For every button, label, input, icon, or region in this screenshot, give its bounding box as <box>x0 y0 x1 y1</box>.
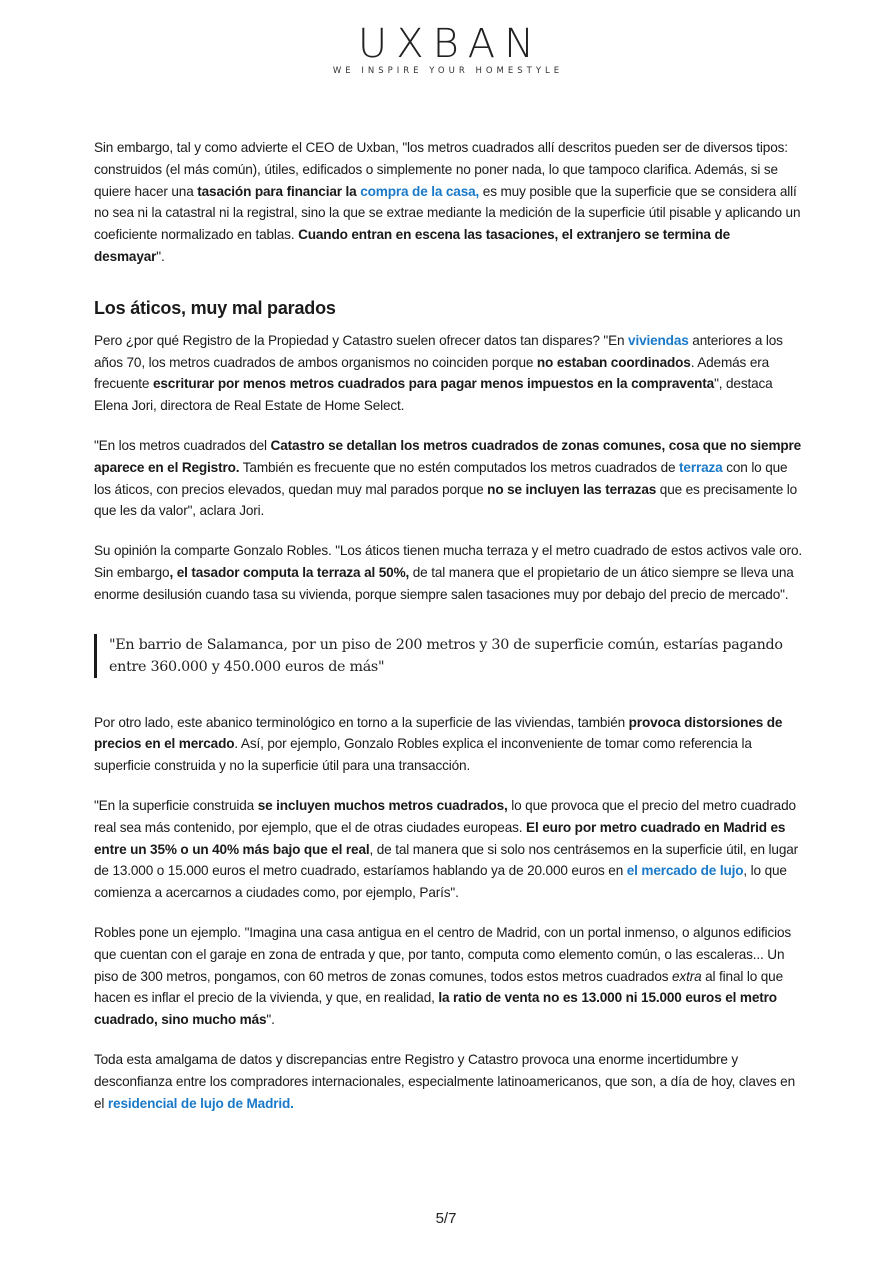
uxban-logo: UXBAN <box>357 21 544 67</box>
text: ". <box>156 248 165 264</box>
text: al final lo que hacen es inflar el precio de la vivienda, y que, en realidad, <box>94 968 783 1006</box>
link-mercado-de-lujo[interactable]: el mercado de lujo <box>626 863 744 879</box>
text: Su opinión la comparte Gonzalo Robles. "Los áticos tienen mucha terraza y el metro cuadrado de estos activos vale oro. Sin embargo <box>94 543 802 580</box>
bold-text: tasación para financiar la <box>197 183 357 199</box>
text: que es precisamente lo que les da valor", aclara Jori. <box>94 481 798 519</box>
bold-text: provoca distorsiones de precios en el mercado <box>94 714 783 752</box>
text: . Así, por ejemplo, Gonzalo Robles explica el inconveniente de tomar como referencia la superficie construida y no la superficie útil para una transacción. <box>94 736 752 774</box>
paragraph-6 <box>94 795 804 904</box>
section-heading: Los áticos, muy mal parados <box>94 297 336 318</box>
text: También es frecuente que no estén computados los metros cuadrados de <box>239 459 680 475</box>
text: anteriores a los años 70, los metros cuadrados de ambos organismos no coinciden porque <box>94 332 783 370</box>
text: Sin embargo, tal y como advierte el CEO de Uxban, "los metros cuadrados allí descritos pueden ser de diversos tipos: construidos (el más común), útiles, edificados o simplemente no poner nada, lo que tampoco clarifica. Además, si se quiere hacer una <box>94 140 788 199</box>
link-compra-de-la-casa[interactable]: compra de la casa, <box>360 183 480 199</box>
text: "En la superficie construida <box>94 797 258 813</box>
article-body <box>94 137 804 1114</box>
text: es muy posible que la superficie que se considera allí no sea ni la catastral ni la registral, sino la que se extrae mediante la medición de la superficie útil pisable y aplicando un coeficiente normalizado en tablas. <box>94 183 801 243</box>
text: , de tal manera que si solo nos centrásemos en la superficie útil, en lugar de 13.000 o 15.000 euros el metro cuadrado, estaríamos hablando ya de 20.000 euros en <box>94 841 799 879</box>
link-terraza[interactable]: terraza <box>679 459 723 475</box>
bold-text: la ratio de venta no es 13.000 ni 15.000 euros el metro cuadrado, sino mucho más <box>94 990 777 1028</box>
page-header <box>0 22 892 76</box>
bold-text: se incluyen muchos metros cuadrados, <box>257 797 508 813</box>
paragraph-4 <box>94 540 804 605</box>
link-viviendas[interactable]: viviendas <box>628 332 689 348</box>
paragraph-2 <box>94 330 804 417</box>
page-number: 5/7 <box>435 1210 457 1227</box>
italic-text: extra <box>672 968 702 984</box>
text: Pero ¿por qué Registro de la Propiedad y Catastro suelen ofrecer datos tan dispares? "En <box>94 332 629 348</box>
bold-text: El euro por metro cuadrado en Madrid es entre un 35% o un 40% más bajo que el real <box>94 819 786 857</box>
bold-text: escriturar por menos metros cuadrados para pagar menos impuestos en la compraventa <box>152 376 715 392</box>
text: "En los metros cuadrados del <box>94 437 271 453</box>
pull-quote: "En barrio de Salamanca, por un piso de 200 metros y 30 de superficie común, estarías pagando entre 360.000 y 450.000 euros de más" <box>94 634 804 678</box>
bold-text: Catastro se detallan los metros cuadrados de zonas comunes, cosa que no siempre aparece en el Registro. <box>94 437 802 475</box>
paragraph-5 <box>94 712 804 777</box>
text: de tal manera que el propietario de un ático siempre se lleva una enorme desilusión cuando tasa su vivienda, porque siempre salen tasaciones muy por debajo del precio de mercado". <box>94 564 794 602</box>
paragraph-1 <box>94 137 804 268</box>
link-residencial-de-lujo[interactable]: residencial de lujo de Madrid. <box>107 1095 294 1111</box>
text: Toda esta amalgama de datos y discrepancias entre Registro y Catastro provoca una enorme incertidumbre y desconfianza entre los compradores internacionales, especialmente latinoamericanos, que son, a día de hoy, claves en el <box>94 1051 795 1111</box>
logo-tagline: WE INSPIRE YOUR HOMESTYLE <box>332 66 564 76</box>
text: ". <box>266 1012 275 1028</box>
text: con lo que los áticos, con precios elevados, quedan muy mal parados porque <box>94 459 788 497</box>
text: Por otro lado, este abanico terminológico en torno a la superficie de las viviendas, también <box>94 714 629 730</box>
text: . Además era frecuente <box>94 354 770 392</box>
text: ", destaca Elena Jori, directora de Real Estate de Home Select. <box>94 376 773 414</box>
paragraph-8 <box>94 1049 804 1114</box>
bold-text: Cuando entran en escena las tasaciones, el extranjero se termina de desmayar <box>94 227 731 264</box>
paragraph-3 <box>94 435 804 522</box>
bold-text: no se incluyen las terrazas <box>487 481 657 497</box>
bold-text: no estaban coordinados <box>536 354 691 370</box>
text: , lo que comienza a acercarnos a ciudades como, por ejemplo, París". <box>94 863 787 901</box>
paragraph-7 <box>94 922 804 1031</box>
text: Robles pone un ejemplo. "Imagina una casa antigua en el centro de Madrid, con un portal inmenso, o algunos edificios que cuentan con el garaje en zona de entrada y que, por tanto, computa como elemento común, o las escaleras... Un piso de 300 metros, pongamos, con 60 metros de zonas comunes, todos estos metros cuadrados <box>94 924 792 984</box>
bold-text: , el tasador computa la terraza al 50%, <box>169 564 410 580</box>
text: lo que provoca que el precio del metro cuadrado real sea más contenido, por ejemplo, que el de otras ciudades europeas. <box>94 797 796 835</box>
